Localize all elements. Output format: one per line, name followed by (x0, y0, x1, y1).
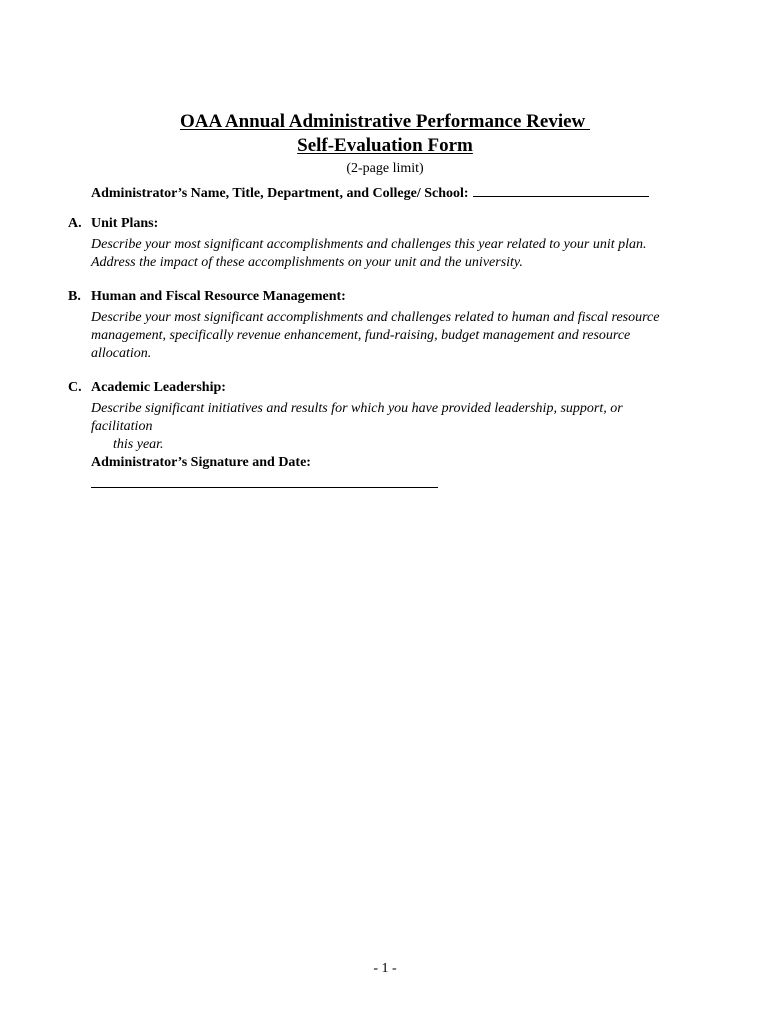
section-heading (68, 216, 688, 232)
signature-label: Administrator’s Signature and Date: (91, 455, 311, 470)
section-letter: A. (68, 216, 82, 231)
section-title: Academic Leadership: (91, 380, 226, 395)
section-heading (68, 380, 688, 396)
signature-line[interactable] (91, 487, 438, 488)
section-title: Unit Plans: (91, 216, 159, 231)
section-description-line: this year. (113, 437, 164, 452)
section-unit-plans (68, 216, 688, 272)
administrator-info-blank[interactable] (473, 183, 649, 197)
section-description (91, 400, 686, 454)
administrator-info-label: Administrator’s Name, Title, Department, and College/ School: (91, 186, 469, 201)
form-title: OAA Annual Administrative Performance Review (179, 111, 591, 132)
form-subtitle: Self-Evaluation Form (297, 135, 473, 156)
section-description: Describe your most significant accomplishments and challenges this year related to your unit plan. Address the impact of these accomplishments on your unit and the university. (91, 237, 647, 270)
section-letter: C. (68, 380, 82, 395)
section-academic-leadership (68, 380, 688, 454)
section-description-line: Describe significant initiatives and results for which you have provided leadership, support, or facilitation (91, 401, 623, 434)
page-number: - 1 - (373, 961, 397, 976)
section-resource-management (68, 289, 688, 363)
section-heading (68, 289, 688, 305)
section-title: Human and Fiscal Resource Management: (91, 289, 346, 304)
administrator-info-field (91, 183, 649, 202)
section-letter: B. (68, 289, 81, 304)
page-limit-note: (2-page limit) (346, 161, 424, 176)
section-description: Describe your most significant accomplishments and challenges related to human and fiscal resource management, specifically revenue enhancement, fund-raising, budget management and resource allocation. (91, 310, 660, 361)
